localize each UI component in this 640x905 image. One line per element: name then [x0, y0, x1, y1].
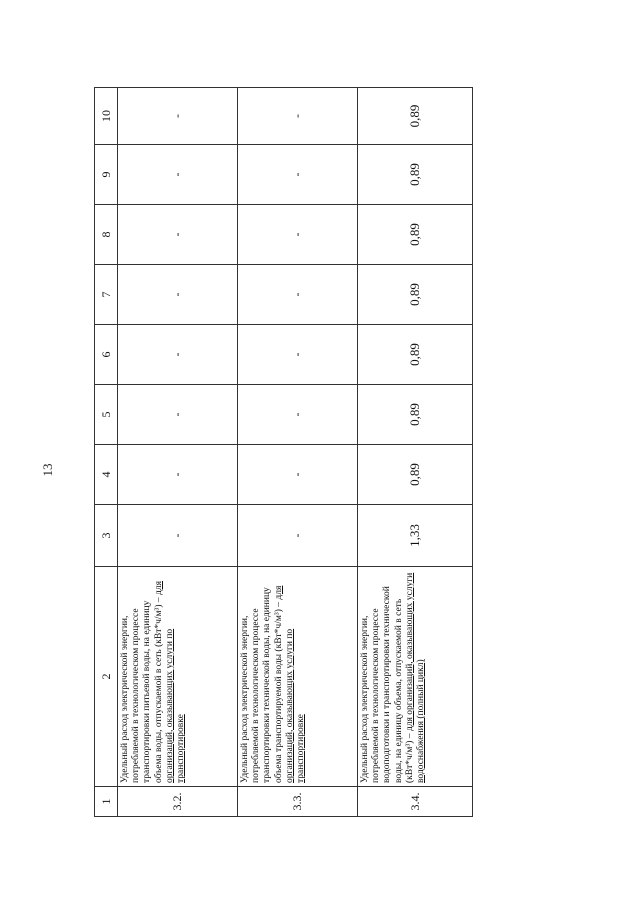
value-cell: - [238, 88, 358, 145]
value-cell: - [238, 145, 358, 205]
table-row [118, 88, 238, 817]
value-cell: - [118, 145, 238, 205]
value-cell: - [118, 88, 238, 145]
value-cell: - [118, 445, 238, 505]
value-cell: 0,89 [358, 205, 473, 265]
indicators-table [94, 87, 473, 817]
description-text: Удельный расход электрической энергии, потребляемой в технологическом процессе водоподготовки и транспортировки технической воды, на единицу объема, отпускаемой в сеть (кВт*ч/м³) – [360, 586, 415, 783]
value-cell: 0,89 [358, 385, 473, 445]
value-cell: - [238, 445, 358, 505]
header-cell: 4 [95, 445, 118, 505]
value-cell: - [118, 265, 238, 325]
header-cell: 3 [95, 505, 118, 567]
value-cell: 0,89 [358, 145, 473, 205]
row-number: 3.2. [118, 787, 238, 817]
header-cell: 8 [95, 205, 118, 265]
row-description [358, 567, 473, 787]
header-cell: 10 [95, 88, 118, 145]
description-underlined-text: для организаций, оказывающих услуги по транспортировке [273, 585, 307, 783]
value-cell: - [238, 205, 358, 265]
row-description [238, 567, 358, 787]
header-cell: 6 [95, 325, 118, 385]
page-number: 13 [40, 463, 55, 477]
header-cell: 1 [95, 787, 118, 817]
description-text: Удельный расход электрической энергии, потребляемой в технологическом процессе транспортировки питьевой воды, на единицу объема воды, отпускаемой в сеть (кВт*ч/м³) – [120, 594, 164, 783]
value-cell: - [238, 385, 358, 445]
value-cell: - [118, 505, 238, 567]
value-cell: 0,89 [358, 265, 473, 325]
table-row [238, 88, 358, 817]
row-description [118, 567, 238, 787]
value-cell: - [238, 325, 358, 385]
rotated-table-container [94, 88, 473, 817]
value-cell: 0,89 [358, 88, 473, 145]
value-cell: - [118, 325, 238, 385]
value-cell: 1,33 [358, 505, 473, 567]
value-cell: - [238, 265, 358, 325]
table-header-row [95, 88, 118, 817]
header-cell: 7 [95, 265, 118, 325]
description-underlined-text: для организаций, оказывающих услуги водоснабжения (полный цикл) [404, 572, 427, 783]
value-cell: - [118, 385, 238, 445]
value-cell: 0,89 [358, 325, 473, 385]
value-cell: - [238, 505, 358, 567]
header-cell: 9 [95, 145, 118, 205]
description-underlined-text: для организаций, оказывающих услуги по транспортировке [153, 580, 187, 783]
row-number: 3.4. [358, 787, 473, 817]
table-row [358, 88, 473, 817]
value-cell: - [118, 205, 238, 265]
row-number: 3.3. [238, 787, 358, 817]
description-text: Удельный расход электрической энергии, потребляемой в технологическом процессе транспортировки технической воды, на единицу объема транспортируемой воды (кВт*ч/м³) – [240, 587, 284, 783]
header-cell: 5 [95, 385, 118, 445]
value-cell: 0,89 [358, 445, 473, 505]
header-cell: 2 [95, 567, 118, 787]
